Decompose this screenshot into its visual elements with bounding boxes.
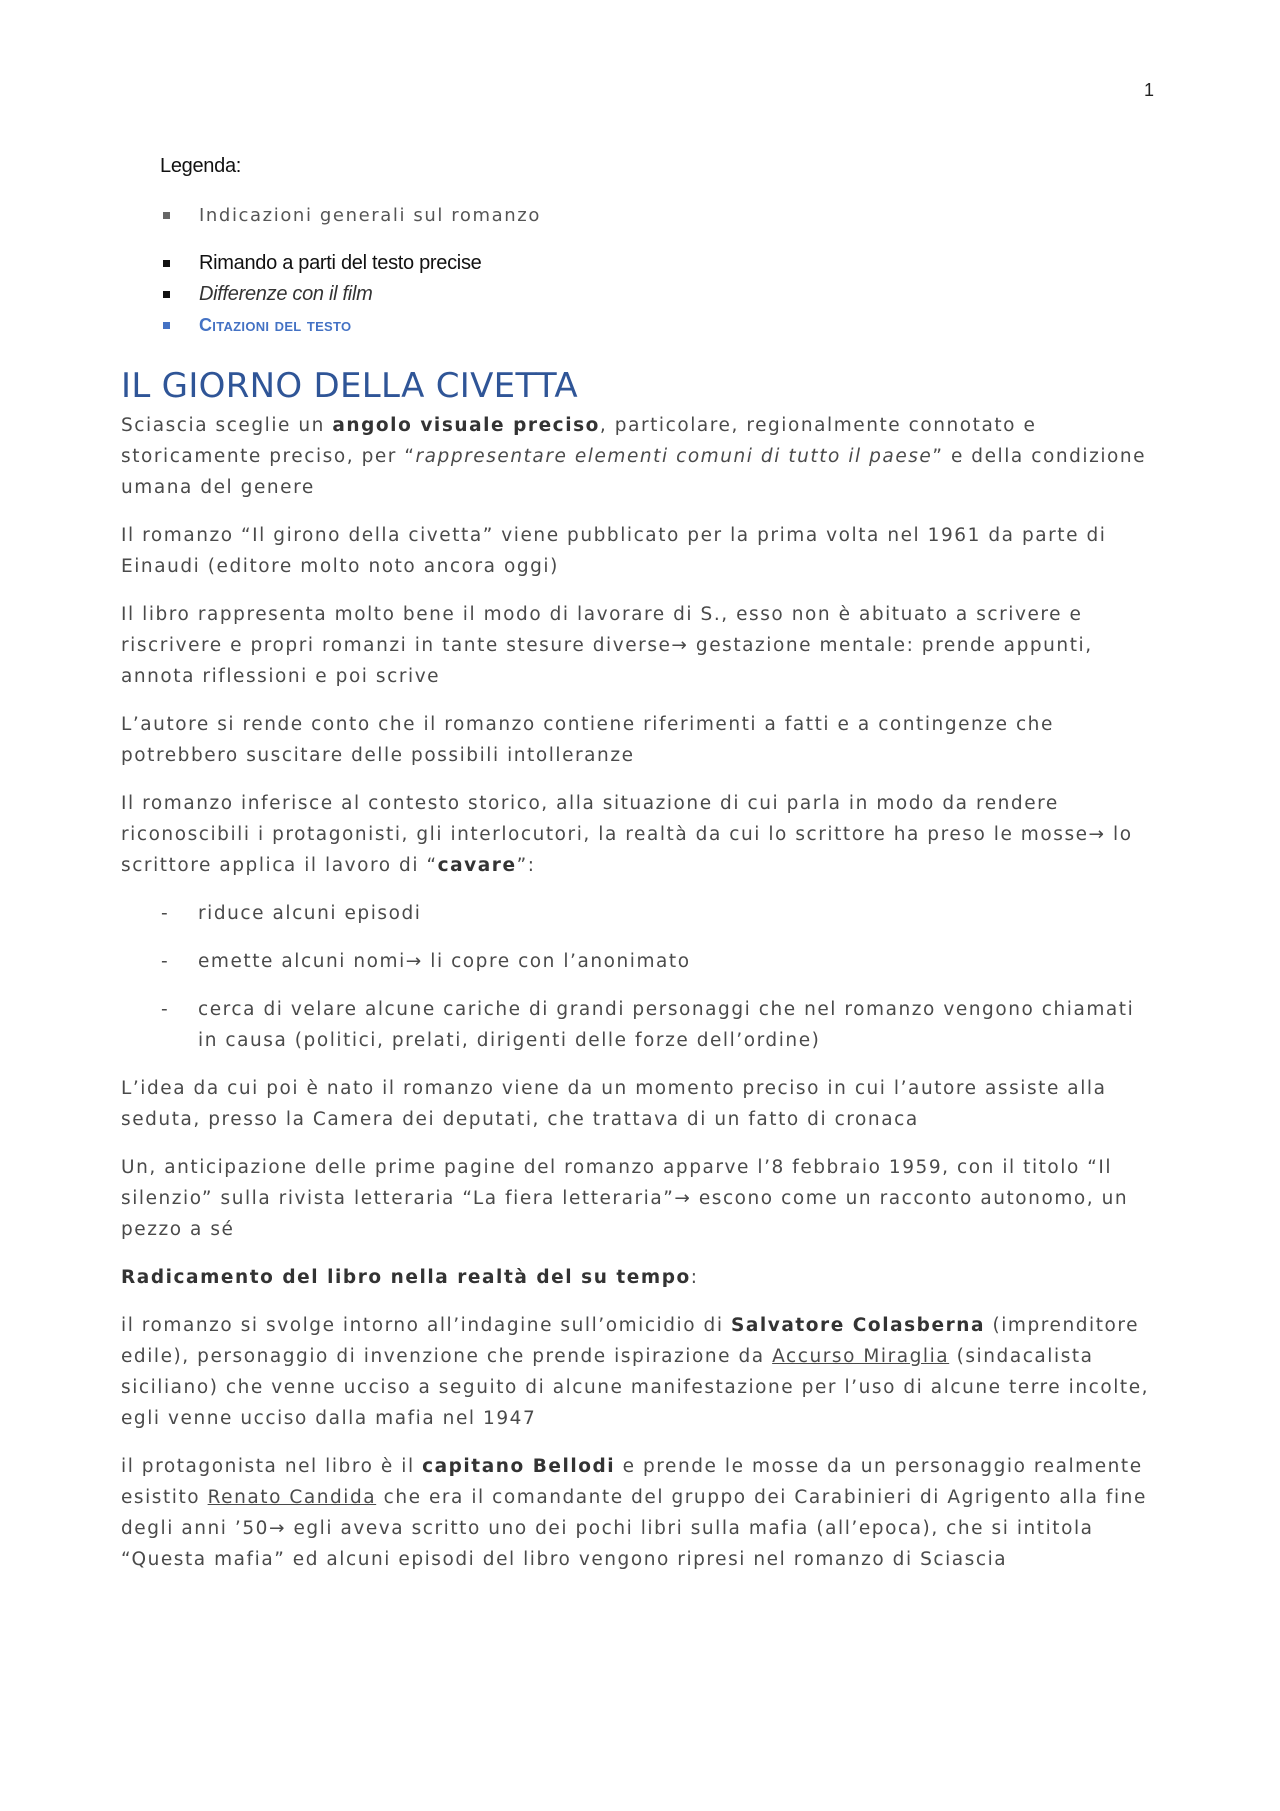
text-run: che era il comandante del gruppo dei Carabinieri di Agrigento alla fine degli anni ’50→ egli aveva scritto uno dei pochi libri sulla mafia (all’epoca), che si intitola “Questa mafia” ed alcuni episodi del libro vengono ripresi nel romanzo di Sciascia — [121, 1487, 1147, 1570]
bold-text: capitano Bellodi — [422, 1456, 616, 1477]
text-run: Un, anticipazione delle prime pagine del romanzo apparve l’8 febbraio 1959, con il titolo “Il silenzio” sulla rivista letteraria “La fiera letteraria”→ escono come un racconto autonomo, un pezzo a sé — [121, 1157, 1129, 1240]
text-run: L’autore si rende conto che il romanzo contiene riferimenti a fatti e a contingenze che potrebbero suscitare delle possibili intolleranze — [121, 714, 1054, 766]
text-run: emette alcuni nomi→ li copre con l’anonimato — [198, 951, 691, 972]
legend-item-quotes — [160, 310, 541, 341]
paragraph — [121, 1262, 1161, 1293]
dash-marker: - — [161, 951, 170, 972]
document-title: IL GIORNO DELLA CIVETTA — [121, 366, 578, 406]
bold-text: Radicamento del libro nella realtà del su tempo — [121, 1267, 691, 1288]
underlined-name: Renato Candida — [207, 1487, 377, 1508]
legend-item-general — [160, 200, 541, 231]
bullet-square-icon — [163, 322, 170, 329]
dash-list-item — [121, 898, 1161, 929]
text-run: : — [690, 1267, 699, 1288]
legend-list — [160, 200, 541, 341]
italic-quote: rappresentare elementi comuni di tutto il paese — [415, 446, 933, 467]
bullet-square-icon — [163, 212, 170, 219]
paragraph — [121, 1073, 1161, 1135]
text-run: L’idea da cui poi è nato il romanzo viene da un momento preciso in cui l’autore assiste alla seduta, presso la Camera dei deputati, che trattava di un fatto di cronaca — [121, 1078, 1107, 1130]
paragraph — [121, 788, 1161, 881]
text-run: riduce alcuni episodi — [198, 903, 422, 924]
bullet-square-icon — [163, 260, 170, 267]
text-run: Il romanzo inferisce al contesto storico, alla situazione di cui parla in modo da rendere riconoscibili i protagonisti, gli interlocutori, la realtà da cui lo scrittore ha preso le mosse→ lo scrittore applica il lavoro di “ — [121, 793, 1133, 876]
text-run: ”: — [516, 855, 536, 876]
dash-list-item — [121, 946, 1161, 977]
text-run: Sciascia sceglie un — [121, 415, 333, 436]
paragraph — [121, 1310, 1161, 1434]
bold-text: angolo visuale preciso — [332, 415, 600, 436]
paragraph — [121, 520, 1161, 582]
legend-item-film-differences — [160, 279, 541, 310]
legend-label: Differenze con il film — [199, 283, 373, 305]
legend-label: Rimando a parti del testo precise — [199, 252, 482, 274]
text-run: Il romanzo “Il girono della civetta” viene pubblicato per la prima volta nel 1961 da parte di Einaudi (editore molto noto ancora oggi) — [121, 525, 1107, 577]
paragraph — [121, 1451, 1161, 1575]
paragraph — [121, 410, 1161, 503]
underlined-name: Accurso Miraglia — [772, 1346, 950, 1367]
dash-marker: - — [161, 903, 170, 924]
page-number: 1 — [1144, 80, 1155, 100]
legend-label: Indicazioni generali sul romanzo — [199, 205, 541, 226]
text-run: cerca di velare alcune cariche di grandi personaggi che nel romanzo vengono chiamati in causa (politici, prelati, dirigenti delle forze dell’ordine) — [198, 999, 1135, 1051]
document-body — [121, 410, 1161, 1592]
dash-marker: - — [161, 999, 170, 1020]
text-run: il romanzo si svolge intorno all’indagine sull’omicidio di — [121, 1315, 731, 1336]
text-run: (sindacalista siciliano) che venne ucciso a seguito di alcune manifestazione per l’uso di alcune terre incolte, egli venne ucciso dalla mafia nel 1947 — [121, 1346, 1150, 1429]
text-run: Il libro rappresenta molto bene il modo di lavorare di S., esso non è abituato a scrivere e riscrivere e propri romanzi in tante stesure diverse→ gestazione mentale: prende appunti, annota riflessioni e poi scrive — [121, 604, 1093, 687]
text-run: (imprenditore edile), personaggio di invenzione che prende ispirazione da — [121, 1315, 1140, 1367]
text-run: , particolare, regionalmente connotato e storicamente preciso, per “ — [121, 415, 1037, 467]
paragraph — [121, 599, 1161, 692]
legend-item-references — [160, 248, 541, 279]
bold-text: cavare — [437, 855, 517, 876]
paragraph — [121, 709, 1161, 771]
dash-list-item — [121, 994, 1161, 1056]
text-run: e prende le mosse da un personaggio realmente esistito — [121, 1456, 1143, 1508]
bold-text: Salvatore Colasberna — [730, 1315, 986, 1336]
text-run: ” e della condizione umana del genere — [121, 446, 1147, 498]
bullet-square-icon — [163, 291, 170, 298]
legend-title: Legenda: — [160, 155, 242, 177]
text-run: il protagonista nel libro è il — [121, 1456, 423, 1477]
paragraph — [121, 1152, 1161, 1245]
legend-label: Citazioni del testo — [199, 315, 352, 335]
